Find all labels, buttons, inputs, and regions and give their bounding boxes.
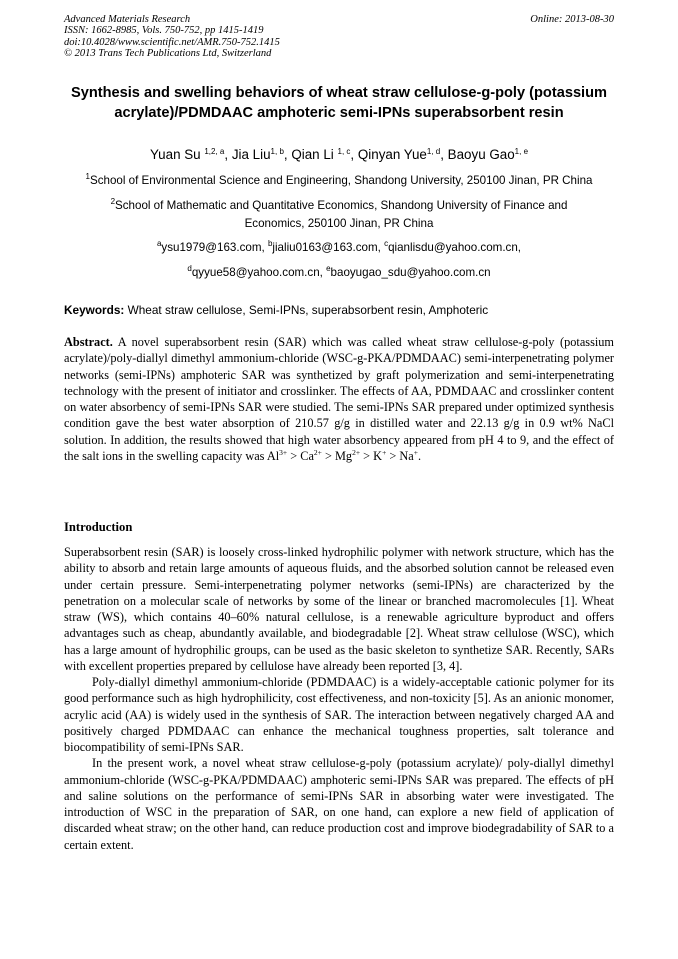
ion-order: $Al^{3+} > Ca^{2+} > Mg^{2+} > K^+ > Na^+$. bbox=[266, 447, 422, 463]
paper-title: Synthesis and swelling behaviors of wheat straw cellulose-g-poly (potassium acrylate)/PDMDAAC amphoteric semi-IPNs superabsorbent resin bbox=[70, 85, 608, 121]
author: Baoyu Gao$^{1, e}$ bbox=[447, 147, 529, 162]
keywords-text: Wheat straw cellulose, Semi-IPNs, superabsorbent resin, Amphoteric bbox=[127, 303, 489, 317]
keywords-label: Keywords: bbox=[64, 303, 125, 317]
paragraph: In the present work, a novel wheat straw cellulose-g-poly (potassium acrylate)/ poly-diallyl dimethyl ammonium-chloride (WSC-g-PKA/PDMDAAC) amphoteric semi-IPNs SAR was prepared. The effects of pH and saline solutions on the performance of semi-IPNs SAR in absorbing water were investigated. The introduction of WSC in the preparation of SAR, on one hand, can explore a new field of application of discarded wheat straw; on the other hand, can reduce production cost and improve biodegradability of SAR to a certain extent. bbox=[64, 756, 614, 852]
email-link[interactable]: baoyugao_sdu@yahoo.com.cn bbox=[330, 266, 491, 279]
journal-header bbox=[64, 14, 280, 60]
email-link[interactable]: jialiu0163@163.com bbox=[272, 241, 378, 254]
abstract-label: Abstract. bbox=[64, 335, 113, 349]
email-link[interactable]: ysu1979@163.com bbox=[161, 241, 262, 254]
doi-line: doi:10.4028/www.scientific.net/AMR.750-752.1415 bbox=[64, 36, 280, 48]
email-link[interactable]: qyyue58@yahoo.com.cn bbox=[191, 266, 320, 279]
affiliation: $^2$School of Mathematic and Quantitative Economics, Shandong University of Finance and Economics, 250100 Jinan, PR China bbox=[110, 197, 568, 230]
author-list bbox=[50, 146, 628, 163]
online-date: Online: 2013-08-30 bbox=[530, 14, 614, 25]
author: Yuan Su $^{1,2, a}$, bbox=[149, 147, 232, 162]
author: Qian Li $^{1, c}$, bbox=[291, 147, 358, 162]
paragraph: Superabsorbent resin (SAR) is loosely cross-linked hydrophilic polymer with network structure, which has the ability to absorb and retain large amounts of aqueous fluids, and the absorbed solution cannot be released even under certain pressure. Semi-interpenetrating polymer networks (semi-IPNs) are characterized by the penetration on a molecular scale of networks by some of the linear or branched macromolecules [1]. Wheat straw (WS), which contains 40–60% natural cellulose, is a renewable agriculture byproduct and offers advantages such as cheap, abundantly available, and biodegradable [2]. Wheat straw cellulose (WSC), which has a large amount of hydrophilic groups, can be used as the basic skeleton to synthetize SAR. Recently, SARs with excellent properties prepared by cellulose have already been reported [3, 4]. bbox=[64, 545, 614, 673]
author: Jia Liu$^{1, b}$, bbox=[231, 147, 292, 162]
paragraph: Poly-diallyl dimethyl ammonium-chloride (PDMDAAC) is a widely-acceptable cationic polymer for its good performance such as high hydrophilicity, cost effectiveness, and non-toxicity [5]. As an anionic monomer, acrylic acid (AA) is widely used in the synthesis of SAR. The interaction between negatively charged AA and positively charged PDMDAAC can enhance the mechanical toughness properties, salt tolerance and biocompatibility of semi-IPNs SAR. bbox=[64, 675, 614, 754]
email-line: $^d$qyyue58@yahoo.com.cn, $^e$baoyugao_sdu@yahoo.com.cn bbox=[187, 264, 491, 279]
section-heading: Introduction bbox=[64, 520, 133, 534]
author: Qinyan Yue$^{1, d}$, bbox=[357, 147, 448, 162]
email-line: $^a$ysu1979@163.com, $^b$jialiu0163@163.com, $^c$qianlisdu@yahoo.com.cn, bbox=[156, 239, 522, 254]
journal-name: Advanced Materials Research bbox=[64, 14, 191, 25]
abstract-text: A novel superabsorbent resin (SAR) which was called wheat straw cellulose-g-poly (potassium acrylate)/poly-diallyl dimethyl ammonium-chloride (WSC-g-PKA/PDMDAAC) semi-interpenetrating polymer networks (semi-IPNs) amphoteric SAR was synthetized by graft polymerization and semi-interpenetrating technology with the present of initiator and crosslinker. The effects of AA, PDMDAAC and crosslinker content on water absorbency of semi-IPNs SAR were studied. The semi-IPNs SAR prepared under optimized synthesis condition gave the best water absorption of 210.57 g/g in distilled water and 22.13 g/g in 0.9 wt% NaCl solution. In addition, the results showed that high water absorbency appeared from pH 4 to 9, and the effect of the salt ions in the swelling capacity was bbox=[64, 335, 614, 463]
copyright-line: © 2013 Trans Tech Publications Ltd, Switzerland bbox=[64, 48, 272, 60]
issn-line: ISSN: 1662-8985, Vols. 750-752, pp 1415-1419 bbox=[64, 25, 264, 37]
keywords bbox=[64, 302, 624, 318]
email-link[interactable]: qianlisdu@yahoo.com.cn bbox=[388, 241, 518, 254]
abstract bbox=[64, 334, 614, 464]
affiliation: $^1$School of Environmental Science and Engineering, Shandong University, 250100 Jinan, PR China bbox=[85, 172, 593, 187]
introduction-body bbox=[64, 544, 614, 853]
